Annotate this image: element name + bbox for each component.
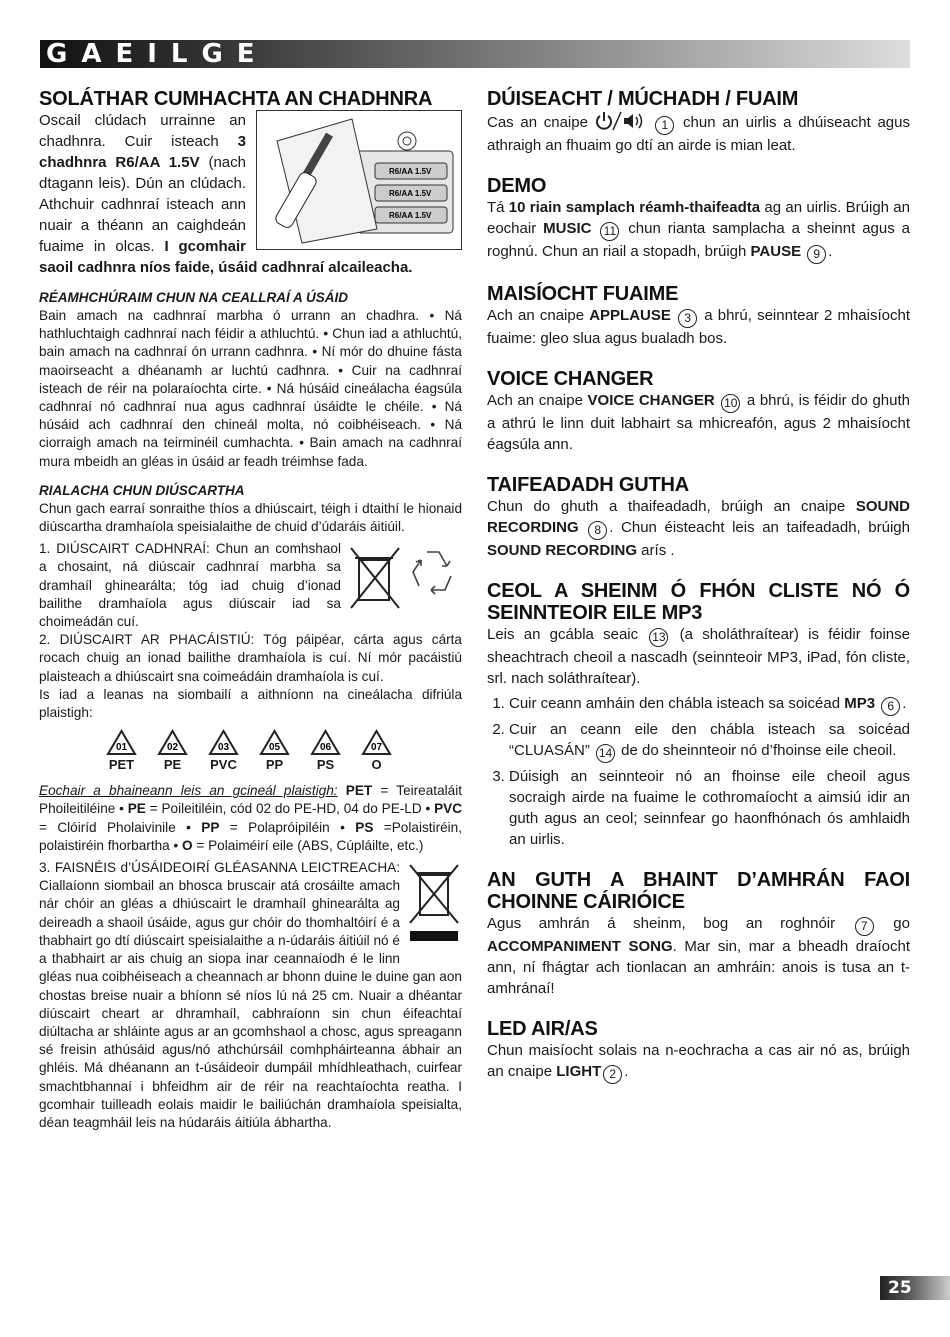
svg-text:06: 06 (319, 742, 332, 754)
power-text: Cas an cnaipe 1 chun an uirlis a dhúiseacht agus athraigh an fhuaim go dtí an airde is mian leat. (487, 110, 910, 156)
svg-text:02: 02 (166, 742, 179, 754)
recycle-icon (413, 552, 451, 594)
mp3-step-3: 3. Dúisigh an seinnteoir nó an fhoinse eile cheoil agus socraigh airde na fuaime le cothromaíocht a aimsiú idir an guth agus an ceol; seinnfear go haonfhónach ós amhlaidh an uirlis. (509, 766, 910, 850)
recycle-triangle-icon (105, 728, 138, 758)
page-number: 25 (888, 1278, 912, 1298)
plastic-key: Eochair a bhaineann leis an gcineál plaistigh: PET = Teireataláit Phoileitiléine • PE = Poileitiléin, cód 02 do PE-HD, 04 do PE-LD • PVC = Clóiríd Pholaivinile • PP = Polapróipiléin • PS =Polaistiréin, polaistiréin fhorbartha • O = Polaiméirí eile (ABS, Cúpláilte, etc.) (39, 783, 463, 853)
led-heading: LED AIR/AS (487, 1018, 598, 1040)
page-number-badge (880, 1276, 950, 1300)
mp3-steps (487, 693, 910, 850)
crossed-bin-icon (347, 542, 462, 614)
recycle-triangle-icon (207, 728, 240, 758)
voice-changer-heading: VOICE CHANGER (487, 368, 654, 390)
battery-compartment-icon (257, 111, 461, 249)
recycle-triangle-icon (309, 728, 342, 758)
battery-illustration (256, 110, 462, 250)
voice-recording-text: Chun do ghuth a thaifeadadh, brúigh an cnaipe SOUND RECORDING 8 . Chun éisteacht leis an taifeadadh, brúigh SOUND RECORDING arís . (487, 498, 910, 559)
left-column (39, 88, 462, 1132)
svg-text:01: 01 (115, 742, 128, 754)
plastic-symbols (105, 728, 462, 772)
mp3-text: Leis an gcábla seaic 13 (a sholáthraítear) is féidir foinse sheachtrach cheoil a nascadh (seinnteoir MP3, iPad, fón cliste, srl. nach soláthraítear). (487, 626, 910, 687)
weee-icon (406, 861, 462, 949)
disposal-heading: RIALACHA CHUN DIÚSCARTHA (39, 482, 245, 498)
battery-label-3: R6/AA 1.5V (389, 211, 432, 220)
mp3-step-1: 1. Cuir ceann amháin den chábla isteach sa soicéad MP3 6 . (509, 693, 910, 716)
plastic-symbol-o: 07 O (360, 728, 393, 772)
crossed-bin-icon (406, 861, 462, 945)
precautions-heading: RÉAMHCHÚRAIM CHUN NA CEALLRAÍ A ÚSÁID (39, 290, 348, 305)
demo-heading: DEMO (487, 175, 547, 197)
mp3-step-2: 2. Cuir an ceann eile den chábla isteach sa soicéad “CLUASÁN” 14 de do sheinnteoir nó d’fhoinse eile cheoil. (509, 719, 910, 763)
sound-effects-text: Ach an cnaipe APPLAUSE 3 a bhrú, seinntear 2 mhaisíocht fuaime: gleo slua agus bualadh bos. (487, 307, 910, 347)
recycle-triangle-icon (258, 728, 291, 758)
demo-text: Tá 10 riain samplach réamh-thaifeadta ag an uirlis. Brúigh an eochair MUSIC 11 chun rianta samplacha a sheinnt agus a roghnú. Chun an riail a stopadh, brúigh PAUSE 9 . (487, 197, 910, 264)
language-title: GAEILGE (46, 39, 269, 69)
battery-label-1: R6/AA 1.5V (389, 167, 432, 176)
right-column (487, 88, 910, 1084)
voice-recording-heading: TAIFEADADH GUTHA (487, 474, 689, 496)
plastic-symbol-pet: 01 PET (105, 728, 138, 772)
led-text: Chun maisíocht solais na n-eochracha a cas air nó as, brúigh an cnaipe LIGHT 2 . (487, 1040, 910, 1084)
plastic-symbol-pvc: 03 PVC (207, 728, 240, 772)
voice-changer-text: Ach an cnaipe VOICE CHANGER 10 a bhrú, is féidir do ghuth a athrú le linn duit labhairt sa mhicreafón, agus 2 mhaisíocht éagsúla ann. (487, 392, 910, 453)
plastic-symbol-pe: 02 PE (156, 728, 189, 772)
svg-text:03: 03 (217, 742, 230, 754)
sound-effects-heading: MAISÍOCHT FUAIME (487, 283, 679, 305)
mp3-heading: CEOL A SHEINM Ó FHÓN CLISTE NÓ Ó SEINNTEOIR EILE MP3 (487, 580, 910, 624)
svg-text:07: 07 (370, 742, 383, 754)
battery-section (39, 110, 462, 278)
disposal-item-1 (39, 540, 462, 631)
disposal-intro: Chun gach earraí sonraithe thíos a dhiúscairt, téigh i dtaithí le hionaid diúscartha dramhaíola speisialaithe de chuid d’údaráis áitiúil. (39, 500, 462, 535)
battery-text: Oscail clúdach urrainne an chadhnra. Cuir isteach 3 chadhnra R6/AA 1.5V (nach dtagann leis). Dún an clúdach. Athchuir cadhnraí isteach ann nuair a théann an caighdeán fuaime in olcas. I gcomhair saoil cadhnra níos faide, úsáid cadhnraí alcaileacha. (39, 112, 413, 276)
plastic-symbols-intro: Is iad a leanas na siombailí a aithníonn na cineálacha difriúla plaistigh: (39, 686, 462, 721)
recycle-triangle-icon (156, 728, 189, 758)
disposal-item-2-text: 2. DIÚSCAIRT AR PHACÁISTIÚ: Tóg páipéar, cárta agus cárta rocach chuig an ionad bailithe dramhaíola is cuí. Ní mór pacáistiú plaisteach a dhiúscairt sna coimeádáin dramhaíola is cuí. (39, 632, 462, 684)
plastic-symbol-pp: 05 PP (258, 728, 291, 772)
disposal-item-3 (39, 859, 462, 1132)
disposal-item-3-text: 3. FAISNÉIS d’ÚSÁIDEOIRÍ GLÉASANNA LEICTREACHA: Ciallaíonn siombail an bhosca bruscair atá crosáilte amach nár chóir an gléas a dhiúscairt le dramhaíl ghinearálta ag deireadh a shaoil úsáide, agus gur chóir do thomhaltóirí é a thabhairt go dtí diúscairt speisialaithe a n-údaráis áitiúil nó é a thabhairt ar ais chuig an siopa inar ceannaíodh é le linn gléas nua coibhéiseach a cheannach ar bhonn duine le duine gan aon chostas breise nuair a bhíonn sé níos lú ná 25 cm. Nuair a dhéantar diúscairt cheart ar dhramhaíl, cabhraíonn sin chun éifeachtaí diúltacha ar shláinte agus ar an gcomhshaol a chosc, agus spreagann sé freisin athúsáid agus/nó athchúrsáil comhpháirteanna ábhair an ghléis. Má dhéanann an t-úsáideoir dumpáil mhídhleathach, cuirfear smachtbhannaí i bhfeidhm air de réir na reachtaíochta reatha. I gcomhair tuilleadh eolais maidir le bailiúchán dramhaíola speisialta, déan teagmháil leis na húdaráis áitiúla ábhartha. (39, 860, 462, 1130)
language-header (40, 40, 910, 68)
battery-heading: SOLÁTHAR CUMHACHTA AN CHADHNRA (39, 88, 433, 110)
disposal-item-1-text: 1. DIÚSCAIRT CADHNRAÍ: Chun an comhshaol a chosaint, ná diúscair cadhnraí marbha sa dramhaíl ghinearálta; tóg iad chuig d’ionad bailithe dramhaíola agus diúscair iad sa choimeádán cuí. (39, 541, 341, 630)
svg-text:05: 05 (268, 742, 281, 754)
precautions-text: Bain amach na cadhnraí marbha ó urrann an chadhra. • Ná hathluchtaigh cadhnraí nach féidir a athluchtú. • Chun iad a athluchtú, bain amach na cadhnraí ón urrann cadhnra. • Ní mór do dhuine fásta maoirseacht a dhéanamh ar luchtú cadhnra. • Cuir na cadhnraí isteach de réir na polaraíochta cirte. • Ná húsáid cineálacha éagsúla cadhnraí nó cadhnraí nua agus cadhnraí úsáidte le chéile. • Ná húsáid ach cadhnraí den chineál molta, nó coibhéiseach. • Ná ciorraigh amach na teirminéil cumhachta. • Bain amach na cadhnraí mura mbeidh an gléas in úsáid ar feadh tréimhse fada. (39, 308, 462, 469)
plastic-symbol-ps: 06 PS (309, 728, 342, 772)
power-volume-icon (595, 110, 647, 132)
battery-label-2: R6/AA 1.5V (389, 189, 432, 198)
power-heading: DÚISEACHT / MÚCHADH / FUAIM (487, 88, 799, 110)
vocal-removal-heading: AN GUTH A BHAINT D’AMHRÁN FAOI CHOINNE CÁIRIÓICE (487, 869, 910, 913)
vocal-removal-text: Agus amhrán á sheinm, bog an roghnóir 7 go ACCOMPANIMENT SONG. Mar sin, mar a bheadh draíocht ann, ní fhágtar ach tionlacan an amhráin: anois is tusa an t-amhránaí! (487, 915, 910, 997)
bin-recycle-icons (347, 542, 462, 618)
recycle-triangle-icon (360, 728, 393, 758)
